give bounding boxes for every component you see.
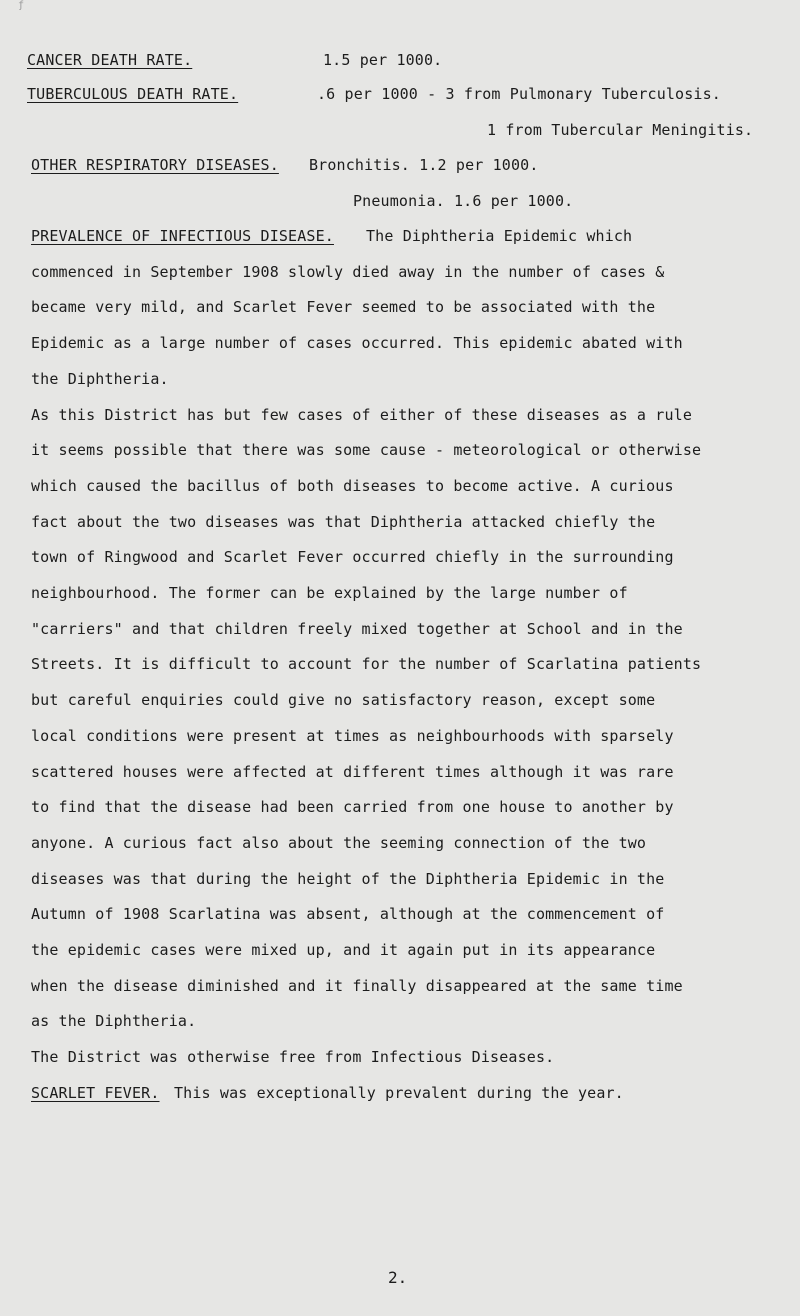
paragraph-line: which caused the bacillus of both diseases to become active. A curious bbox=[31, 477, 674, 495]
paragraph-line: neighbourhood. The former can be explained by the large number of bbox=[31, 584, 628, 602]
paragraph-line: anyone. A curious fact also about the seeming connection of the two bbox=[31, 834, 647, 852]
scarlet-fever-text: This was exceptionally prevalent during the year. bbox=[174, 1084, 624, 1102]
pneumonia-rate: Pneumonia. 1.6 per 1000. bbox=[353, 192, 574, 210]
paragraph-line: diseases was that during the height of the Diphtheria Epidemic in the bbox=[31, 870, 665, 888]
paragraph-line: "carriers" and that children freely mixed together at School and in the bbox=[31, 620, 683, 638]
paragraph-line: Streets. It is difficult to account for the number of Scarlatina patients bbox=[31, 655, 702, 673]
paragraph-line: commenced in September 1908 slowly died away in the number of cases & bbox=[31, 263, 665, 281]
corner-mark: ƒ bbox=[18, 0, 25, 11]
tuberculous-death-rate-heading: TUBERCULOUS DEATH RATE. bbox=[27, 85, 239, 103]
paragraph-line: As this District has but few cases of either of these diseases as a rule bbox=[31, 406, 693, 424]
paragraph-line: local conditions were present at times as neighbourhoods with sparsely bbox=[31, 727, 674, 745]
paragraph-line: scattered houses were affected at different times although it was rare bbox=[31, 763, 674, 781]
paragraph-line: it seems possible that there was some cause - meteorological or otherwise bbox=[31, 441, 702, 459]
cancer-death-rate-value: 1.5 per 1000. bbox=[323, 51, 443, 69]
bronchitis-rate: Bronchitis. 1.2 per 1000. bbox=[309, 156, 539, 174]
cancer-death-rate-heading: CANCER DEATH RATE. bbox=[27, 51, 193, 69]
paragraph-line: became very mild, and Scarlet Fever seemed to be associated with the bbox=[31, 298, 656, 316]
paragraph-line: The District was otherwise free from Infectious Diseases. bbox=[31, 1048, 555, 1066]
paragraph-line: Autumn of 1908 Scarlatina was absent, although at the commencement of bbox=[31, 905, 665, 923]
paragraph-line: fact about the two diseases was that Diphtheria attacked chiefly the bbox=[31, 513, 656, 531]
paragraph-line: as the Diphtheria. bbox=[31, 1012, 197, 1030]
paragraph-line: but careful enquiries could give no satisfactory reason, except some bbox=[31, 691, 656, 709]
paragraph-line: the epidemic cases were mixed up, and it again put in its appearance bbox=[31, 941, 656, 959]
paragraph-line: Epidemic as a large number of cases occurred. This epidemic abated with bbox=[31, 334, 683, 352]
paragraph-line: town of Ringwood and Scarlet Fever occurred chiefly in the surrounding bbox=[31, 548, 674, 566]
scarlet-fever-heading: SCARLET FEVER. bbox=[31, 1084, 160, 1102]
infectious-disease-heading: PREVALENCE OF INFECTIOUS DISEASE. bbox=[31, 227, 334, 245]
paragraph-line: to find that the disease had been carried from one house to another by bbox=[31, 798, 674, 816]
paragraph-line: The Diphtheria Epidemic which bbox=[366, 227, 633, 245]
paragraph-line: the Diphtheria. bbox=[31, 370, 169, 388]
tuberculous-death-rate-value: .6 per 1000 - 3 from Pulmonary Tuberculosis. bbox=[317, 85, 721, 103]
paragraph-line: when the disease diminished and it finally disappeared at the same time bbox=[31, 977, 683, 995]
page-number: 2. bbox=[388, 1268, 408, 1287]
tuberculous-meningitis-line: 1 from Tubercular Meningitis. bbox=[487, 121, 754, 139]
other-respiratory-heading: OTHER RESPIRATORY DISEASES. bbox=[31, 156, 279, 174]
